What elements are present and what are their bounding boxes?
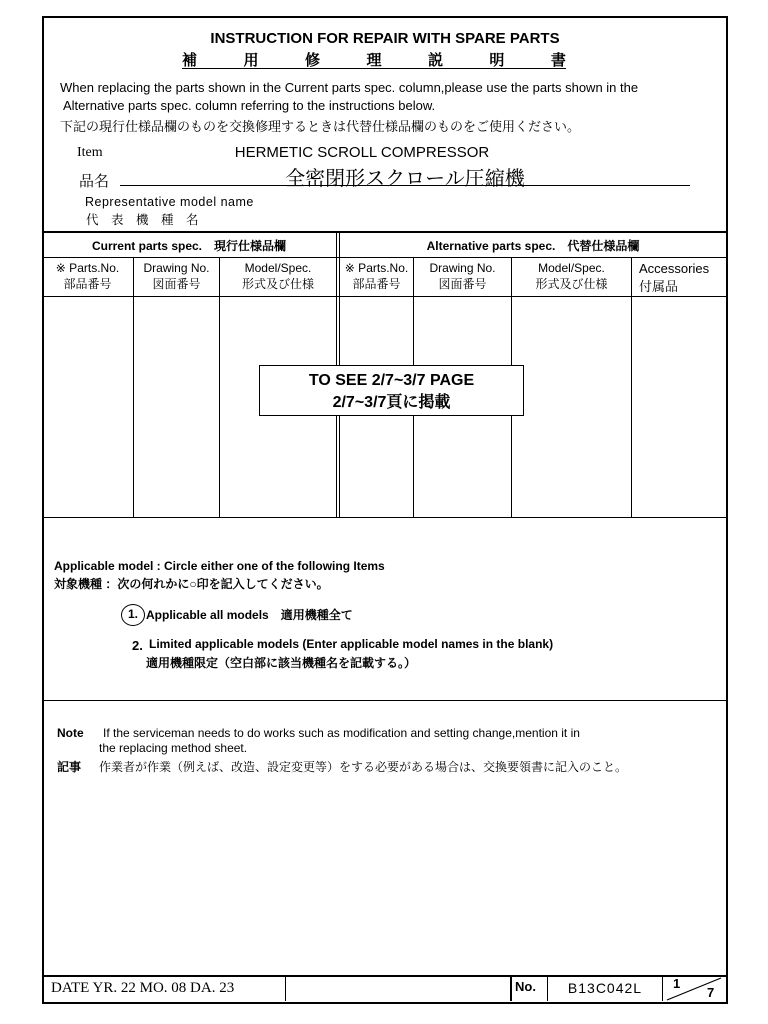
title-jp: [182, 49, 566, 69]
col-header-alt-model-spec: Model/Spec. 形式及び仕様: [535, 261, 608, 291]
table-subheader-line: [42, 296, 726, 297]
title-jp-char: 書: [550, 52, 566, 69]
section-divider: [42, 700, 726, 701]
note-text-1: If the serviceman needs to do works such as modification and setting change,mention it in: [103, 726, 580, 740]
col-header-alt-drawing-no: Drawing No. 図面番号: [429, 261, 496, 291]
col-header-model-spec: Model/Spec. 形式及び仕様: [241, 261, 314, 291]
title-en: INSTRUCTION FOR REPAIR WITH SPARE PARTS: [210, 30, 560, 47]
title-jp-char: 修: [304, 52, 320, 69]
option-2-label: Limited applicable models (Enter applicable model names in the blank): [149, 637, 554, 651]
footer-date: DATE YR. 22 MO. 08 DA. 23: [51, 980, 235, 996]
table-top-line: [42, 231, 726, 233]
page-number: 1: [673, 976, 681, 991]
col-header-drawing-no: Drawing No. 図面番号: [143, 261, 210, 291]
footer-divider: [285, 976, 286, 1001]
col-header-parts-no: ※ Parts.No. 部品番号: [55, 261, 120, 291]
applicable-title: Applicable model : Circle either one of the following Items: [54, 559, 385, 573]
option-1-label: Applicable all models 適用機種全て: [146, 608, 353, 622]
rep-model-label: Representative model name: [85, 195, 254, 209]
total-pages: 7: [707, 985, 715, 1000]
option-1-circle[interactable]: 1.: [121, 604, 145, 626]
col-divider: [133, 257, 134, 517]
current-spec-header: Current parts spec. 現行仕様品欄: [91, 239, 287, 253]
note-label: Note: [57, 726, 84, 740]
rep-model-label-jp: 代 表 機 種 名: [86, 213, 199, 227]
intro-line-1: When replacing the parts shown in the Current parts spec. column,please use the parts shown in the: [60, 80, 639, 95]
option-2-number[interactable]: 2.: [132, 638, 143, 653]
title-jp-char: 理: [366, 52, 382, 69]
notice-jp: 2/7~3/7頁に掲載: [332, 394, 451, 411]
item-label: Item: [77, 145, 103, 160]
col-divider: [631, 257, 632, 517]
item-label-jp: 品名: [79, 173, 110, 190]
title-jp-char: 用: [243, 52, 259, 69]
title-jp-char: 明: [489, 52, 505, 69]
title-jp-char: 補: [182, 52, 198, 69]
see-pages-notice: [259, 365, 524, 416]
table-bottom-line: [42, 517, 726, 518]
intro-line-2: Alternative parts spec. column referring to the instructions below.: [63, 98, 436, 113]
applicable-title-jp: 対象機種 ：次の何れかに○印を記入してください。: [54, 577, 329, 591]
table-header-line: [42, 257, 726, 258]
alternative-spec-header: Alternative parts spec. 代替仕様品欄: [426, 239, 640, 253]
item-value-en: HERMETIC SCROLL COMPRESSOR: [234, 144, 490, 161]
footer-no-label: No.: [515, 979, 536, 994]
note-text-jp: 作業者が作業（例えば、改造、設定変更等）をする必要がある場合は、交換要領書に記入のこと。: [99, 760, 628, 774]
intro-line-3: 下記の現行仕様品欄のものを交換修理するときは代替仕様品欄のものをご使用ください。: [60, 119, 581, 134]
col-header-alt-parts-no: ※ Parts.No. 部品番号: [344, 261, 409, 291]
option-2-label-jp: 適用機種限定（空白部に該当機種名を記載する。）: [146, 656, 417, 670]
note-text-2: the replacing method sheet.: [99, 741, 248, 755]
col-header-accessories: Accessories 付属品: [639, 261, 710, 294]
col-divider: [219, 257, 220, 517]
document-number: B13C042L: [567, 980, 643, 996]
item-value-jp: 全密閉形スクロール圧縮機: [120, 162, 690, 186]
note-label-jp: 記事: [57, 760, 82, 774]
title-jp-char: 説: [427, 52, 443, 69]
footer-divider: [510, 976, 512, 1001]
footer-top-line: [42, 975, 726, 977]
notice-en: TO SEE 2/7~3/7 PAGE: [308, 372, 475, 389]
